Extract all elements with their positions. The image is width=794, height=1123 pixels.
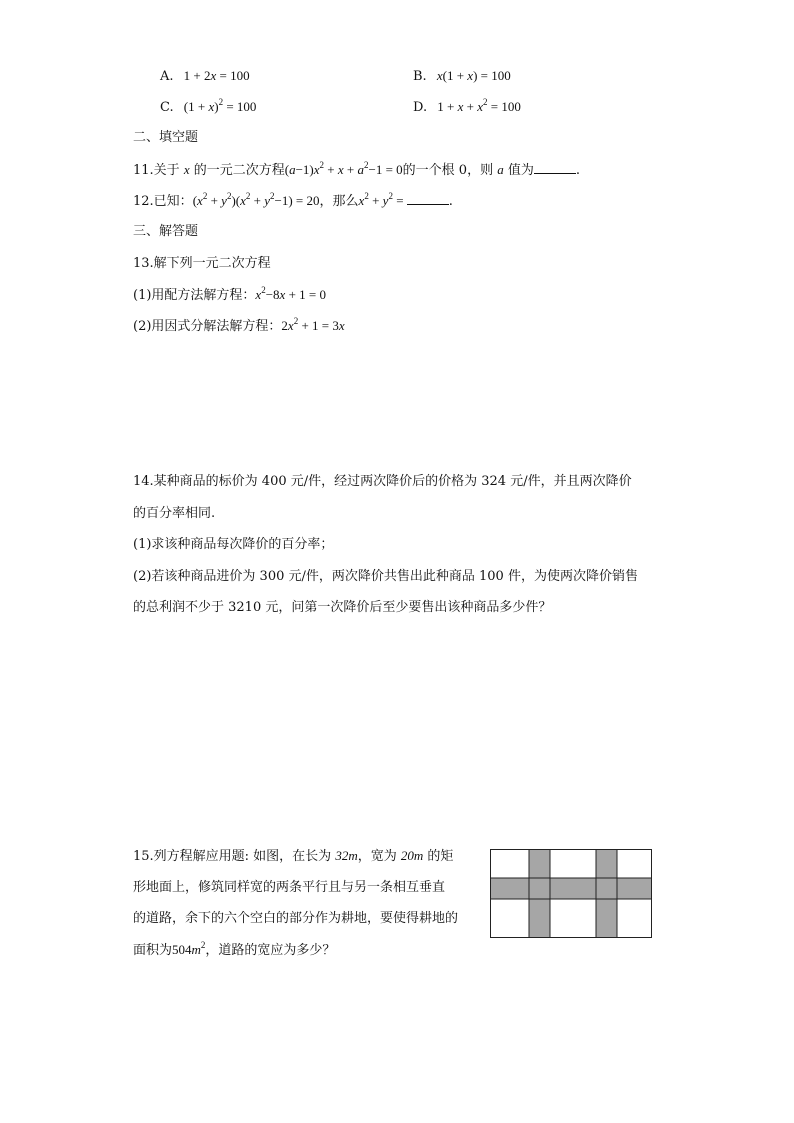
option-c-expr: $(1 + x)^2 = 100$ bbox=[183, 97, 257, 114]
option-b bbox=[413, 67, 511, 86]
road-layout-figure bbox=[490, 849, 653, 939]
q12-answer-blank[interactable] bbox=[407, 192, 449, 205]
option-c-label: C. bbox=[160, 100, 174, 115]
section-solve-title: 三、解答题 bbox=[133, 224, 199, 239]
option-b-label: B. bbox=[413, 69, 427, 84]
option-a-expr: 1 + 2x = 100 bbox=[183, 68, 250, 83]
option-d-label: D. bbox=[413, 100, 428, 115]
question-15-line-1: 15.列方程解应用题: 如图，在长为 32m，宽为 20m 的矩 bbox=[133, 848, 454, 864]
question-14-line-2: 的百分率相同. bbox=[133, 506, 216, 521]
horizontal-road bbox=[491, 878, 652, 899]
option-b-expr: x(1 + x) = 100 bbox=[436, 68, 511, 83]
q11-answer-blank[interactable] bbox=[534, 161, 576, 174]
question-14-line-1: 14.某种商品的标价为 400 元/件，经过两次降价后的价格为 324 元/件，并且两次降价 bbox=[133, 474, 632, 489]
option-c bbox=[160, 98, 256, 117]
question-13-title: 13.解下列一元二次方程 bbox=[133, 256, 271, 271]
section-fill-blank-title: 二、填空题 bbox=[133, 130, 199, 145]
question-15-line-2: 形地面上，修筑同样宽的两条平行且与另一条相互垂直 bbox=[133, 880, 446, 895]
question-14-part-2-line-2: 的总利润不少于 3210 元，问第一次降价后至少要售出该种商品多少件？ bbox=[133, 600, 552, 615]
question-15-line-3: 的道路，余下的六个空白的部分作为耕地，要使得耕地的 bbox=[133, 911, 459, 926]
question-14-part-2-line-1: (2)若该种商品进价为 300 元/件，两次降价共售出此种商品 100 件，为使两次降价销售 bbox=[133, 569, 638, 584]
question-13-part-2: (2)用因式分解法解方程：$2x^2 + 1 = 3x$ bbox=[133, 316, 345, 334]
option-a bbox=[160, 67, 250, 86]
question-11: 11.关于 x 的一元二次方程$(a-1)x^2 + x + a^2-1 = 0$的一个根 0，则 a 值为 . bbox=[133, 160, 580, 178]
option-d bbox=[413, 98, 521, 117]
option-a-label: A. bbox=[160, 69, 174, 84]
question-14-part-1: (1)求该种商品每次降价的百分率； bbox=[133, 537, 334, 552]
question-13-part-1: (1)用配方法解方程：$x^2-8x + 1 = 0$ bbox=[133, 285, 326, 303]
question-15-line-4: 面积为$504m^2$，道路的宽应为多少？ bbox=[133, 940, 336, 958]
question-12: 12.已知：$(x^2 + y^2)(x^2 + y^2-1) = 20$，那么$x^2 + y^2$ = . bbox=[133, 191, 453, 209]
option-d-expr: $1 + x + x^2 = 100$ bbox=[437, 97, 521, 114]
